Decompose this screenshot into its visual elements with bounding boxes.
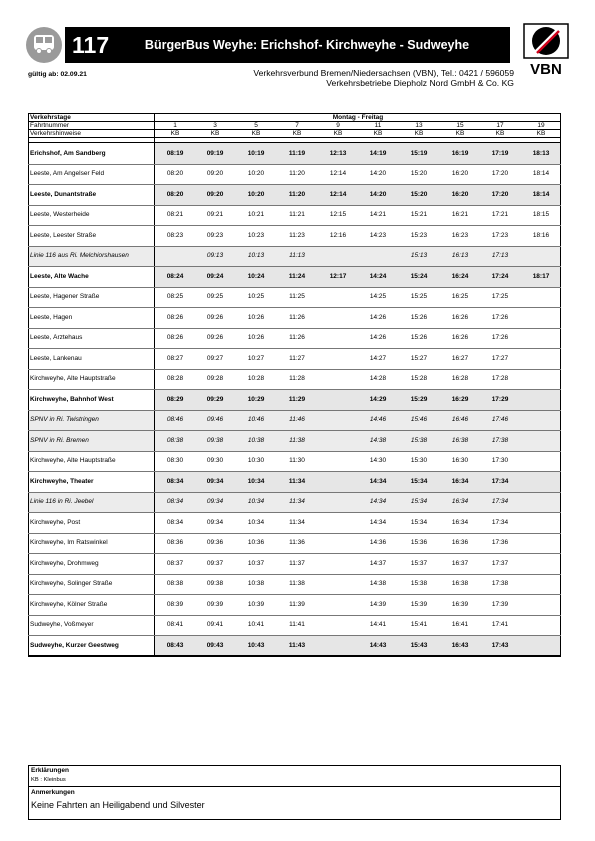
departure-time: 15:20 <box>410 190 428 198</box>
remarks-title: Anmerkungen <box>31 789 75 796</box>
row-divider <box>28 164 561 165</box>
departure-time: 14:30 <box>369 457 387 464</box>
departure-time: 09:36 <box>206 539 224 546</box>
departure-time: 15:36 <box>410 539 428 546</box>
departure-time: 08:30 <box>166 457 184 464</box>
departure-time: 11:38 <box>289 436 305 444</box>
vbn-logo <box>522 22 570 78</box>
departure-time: 10:29 <box>247 395 265 403</box>
departure-time: 18:13 <box>532 149 550 157</box>
departure-time: 16:41 <box>451 621 469 628</box>
departure-time: 09:21 <box>206 211 224 218</box>
departure-time: 16:28 <box>451 375 469 382</box>
departure-time: 15:28 <box>410 375 428 382</box>
label-verkehrstage: Verkehrstage <box>30 114 71 121</box>
departure-time: 16:43 <box>451 641 469 649</box>
departure-time: 12:17 <box>329 272 347 280</box>
stop-name: Kirchweyhe, Post <box>30 518 81 526</box>
line-title: BürgerBus Weyhe: Erichshof- Kirchweyhe - Sudweyhe <box>144 38 470 52</box>
row-divider <box>28 533 561 534</box>
departure-time: 15:41 <box>410 621 428 628</box>
departure-time: 15:37 <box>410 559 428 567</box>
row-divider <box>28 615 561 616</box>
departure-time: 15:43 <box>410 641 428 649</box>
stop-name: Kirchweyhe, Alte Hauptstraße <box>30 375 116 382</box>
departure-time: 10:38 <box>247 580 265 587</box>
departure-time: 17:20 <box>491 190 509 198</box>
departure-time: 14:39 <box>369 600 387 608</box>
departure-time: 11:41 <box>289 621 305 628</box>
footer-divider <box>28 786 561 787</box>
departure-time: 11:21 <box>289 211 305 218</box>
departure-time: 15:29 <box>410 395 428 403</box>
departure-time: 16:20 <box>451 190 469 198</box>
departure-time: 17:29 <box>491 395 509 403</box>
departure-time: 10:34 <box>247 477 265 485</box>
remarks-text: Keine Fahrten an Heiligabend und Silvester <box>31 800 205 810</box>
departure-time: 11:30 <box>289 457 305 464</box>
departure-time: 11:34 <box>288 477 306 485</box>
departure-time: 16:46 <box>451 416 469 423</box>
bus-icon <box>26 27 62 63</box>
departure-time: 17:38 <box>491 436 509 444</box>
departure-time: 17:43 <box>491 641 509 649</box>
departure-time: 17:26 <box>491 313 509 321</box>
departure-time: 17:25 <box>491 293 509 300</box>
departure-time: 16:25 <box>451 293 469 300</box>
row-divider <box>28 348 561 349</box>
departure-time: 11:34 <box>289 518 305 526</box>
stop-name: Linie 116 in Ri. Jeebel <box>30 498 94 505</box>
departure-time: 09:34 <box>206 477 224 485</box>
departure-time: 08:34 <box>166 518 184 526</box>
departure-time: 11:39 <box>289 600 305 608</box>
departure-time: 08:20 <box>166 170 184 177</box>
departure-time: 08:41 <box>166 621 184 628</box>
row-divider <box>28 451 561 452</box>
departure-time: 14:23 <box>369 231 387 239</box>
svg-text:VBN: VBN <box>530 61 562 78</box>
departure-time: 18:14 <box>532 190 550 198</box>
departure-time: 14:34 <box>369 477 387 485</box>
departure-time: 09:39 <box>206 600 224 608</box>
departure-time: 16:30 <box>451 457 469 464</box>
departure-time: 08:26 <box>166 334 184 341</box>
departure-time: 15:19 <box>410 149 428 157</box>
label-fahrtnummer: Fahrtnummer <box>30 122 70 129</box>
trip-number: 17 <box>496 122 504 129</box>
departure-time: 17:26 <box>491 334 509 341</box>
departure-time: 09:38 <box>206 580 224 587</box>
departure-time: 11:26 <box>289 313 305 321</box>
departure-time: 15:38 <box>410 436 428 444</box>
departure-time: 15:24 <box>410 272 428 280</box>
trip-number: 1 <box>173 122 177 129</box>
departure-time: 10:23 <box>247 231 265 239</box>
stop-name: Kirchweyhe, Im Ratswinkel <box>30 539 108 546</box>
departure-time: 17:37 <box>491 559 509 567</box>
row-divider <box>28 553 561 554</box>
trip-note: KB <box>292 130 302 137</box>
departure-time: 16:26 <box>451 334 469 341</box>
departure-time: 14:27 <box>369 354 387 362</box>
departure-time: 17:30 <box>491 457 509 464</box>
trip-note: KB <box>373 130 383 137</box>
departure-time: 12:14 <box>329 190 347 198</box>
departure-time: 14:20 <box>369 170 387 177</box>
departure-time: 16:26 <box>451 313 469 321</box>
departure-time: 17:41 <box>491 621 509 628</box>
departure-time: 08:38 <box>166 436 184 444</box>
departure-time: 09:29 <box>206 395 224 403</box>
trip-number: 7 <box>295 122 299 129</box>
departure-time: 09:27 <box>206 354 224 362</box>
departure-time: 08:36 <box>166 539 184 546</box>
departure-time: 08:24 <box>166 272 184 280</box>
stop-name: Kirchweyhe, Bahnhof West <box>30 395 114 403</box>
stop-name: Leeste, Am Angelser Feld <box>30 170 105 177</box>
departure-time: 16:39 <box>451 600 469 608</box>
trip-number: 3 <box>213 122 217 129</box>
trip-note: KB <box>210 130 220 137</box>
departure-time: 10:13 <box>247 252 265 259</box>
departure-time: 08:34 <box>166 498 184 505</box>
departure-time: 15:13 <box>410 252 428 259</box>
departure-time: 15:25 <box>410 293 428 300</box>
departure-time: 15:26 <box>410 334 428 341</box>
organization-line-1: Verkehrsverbund Bremen/Niedersachsen (VBN), Tel.: 0421 / 596059 <box>253 68 514 78</box>
row-divider <box>28 430 561 431</box>
departure-time: 16:27 <box>451 354 469 362</box>
departure-time: 17:39 <box>491 600 509 608</box>
row-divider <box>28 512 561 513</box>
departure-time: 14:28 <box>369 375 387 382</box>
stop-name: Leeste, Alte Wache <box>30 272 89 280</box>
departure-time: 09:20 <box>206 170 224 177</box>
explanations-title: Erklärungen <box>31 767 69 774</box>
departure-time: 11:26 <box>289 334 305 341</box>
stop-name: Kirchweyhe, Drohmweg <box>30 559 99 567</box>
departure-time: 08:19 <box>166 149 184 157</box>
stop-name: Leeste, Ärztehaus <box>30 334 83 341</box>
departure-time: 09:34 <box>206 498 224 505</box>
departure-time: 09:34 <box>206 518 224 526</box>
label-verkehrshinweise: Verkehrshinweise <box>30 130 81 137</box>
stop-name: Sudweyhe, Kurzer Geestweg <box>30 641 119 649</box>
departure-time: 16:38 <box>451 436 469 444</box>
departure-time: 11:28 <box>289 375 305 382</box>
stop-name: Leeste, Lankenau <box>30 354 82 362</box>
departure-time: 10:27 <box>247 354 265 362</box>
stop-name: Sudweyhe, Voßmeyer <box>30 621 94 628</box>
departure-time: 14:34 <box>369 498 387 505</box>
departure-time: 17:13 <box>491 252 509 259</box>
departure-time: 18:17 <box>532 272 550 280</box>
stop-name: Leeste, Westerheide <box>30 211 90 218</box>
departure-time: 09:24 <box>206 272 224 280</box>
row-divider <box>28 246 561 247</box>
departure-time: 11:38 <box>289 580 305 587</box>
departure-time: 08:43 <box>166 641 184 649</box>
explanation-kb: KB : Kleinbus <box>31 777 66 783</box>
departure-time: 10:20 <box>247 190 265 198</box>
departure-time: 11:25 <box>289 293 305 300</box>
departure-time: 17:23 <box>491 231 509 239</box>
stop-name: Kirchweyhe, Alte Hauptstraße <box>30 457 116 464</box>
stop-name: Kirchweyhe, Solinger Straße <box>30 580 113 587</box>
departure-time: 16:34 <box>451 518 469 526</box>
departure-time: 09:37 <box>206 559 224 567</box>
departure-time: 14:20 <box>369 190 387 198</box>
departure-time: 08:29 <box>166 395 184 403</box>
departure-time: 16:13 <box>451 252 469 259</box>
departure-time: 12:15 <box>329 211 347 218</box>
stop-name: Leeste, Leester Straße <box>30 231 97 239</box>
departure-time: 17:36 <box>491 539 509 546</box>
departure-time: 14:37 <box>369 559 387 567</box>
departure-time: 17:20 <box>491 170 509 177</box>
departure-time: 15:34 <box>410 477 428 485</box>
departure-time: 17:27 <box>491 354 509 362</box>
departure-time: 17:24 <box>491 272 509 280</box>
departure-time: 12:13 <box>329 149 347 157</box>
departure-time: 16:24 <box>451 272 469 280</box>
departure-time: 17:34 <box>491 477 509 485</box>
departure-time: 11:13 <box>289 252 305 259</box>
departure-time: 08:28 <box>166 375 184 382</box>
departure-time: 09:30 <box>206 457 224 464</box>
departure-time: 14:29 <box>369 395 387 403</box>
departure-time: 18:15 <box>532 211 550 218</box>
departure-time: 10:37 <box>247 559 265 567</box>
departure-time: 15:34 <box>410 518 428 526</box>
departure-time: 08:39 <box>166 600 184 608</box>
departure-time: 17:34 <box>491 498 509 505</box>
departure-time: 08:25 <box>166 293 184 300</box>
departure-time: 11:23 <box>289 231 305 239</box>
row-divider <box>28 574 561 575</box>
departure-time: 14:41 <box>369 621 387 628</box>
row-divider <box>28 328 561 329</box>
departure-time: 09:20 <box>206 190 224 198</box>
trip-note: KB <box>251 130 261 137</box>
trip-note: KB <box>455 130 465 137</box>
departure-time: 08:20 <box>166 190 184 198</box>
stop-name: Erichshof, Am Sandberg <box>30 149 106 157</box>
departure-time: 08:34 <box>166 477 184 485</box>
departure-time: 17:19 <box>491 149 509 157</box>
departure-time: 14:19 <box>369 149 387 157</box>
departure-time: 11:20 <box>288 190 306 198</box>
departure-time: 16:38 <box>451 580 469 587</box>
header-bottom-divider <box>28 142 561 143</box>
row-divider <box>28 369 561 370</box>
footer-box <box>28 765 561 820</box>
departure-time: 09:41 <box>206 621 224 628</box>
departure-time: 10:34 <box>247 498 265 505</box>
departure-time: 15:34 <box>410 498 428 505</box>
departure-time: 08:21 <box>166 211 184 218</box>
trip-number: 15 <box>456 122 464 129</box>
stop-name: Leeste, Hagen <box>30 313 73 321</box>
departure-time: 11:43 <box>288 641 306 649</box>
departure-time: 09:38 <box>206 436 224 444</box>
valid-from: gültig ab: 02.09.21 <box>28 71 87 78</box>
departure-time: 17:46 <box>491 416 509 423</box>
departure-time: 08:23 <box>166 231 184 239</box>
departure-time: 09:46 <box>206 416 224 423</box>
departure-time: 08:46 <box>166 416 184 423</box>
departure-time: 10:38 <box>247 436 265 444</box>
departure-time: 10:25 <box>247 293 265 300</box>
stop-name: SPNV in Ri. Bremen <box>30 436 89 444</box>
departure-time: 10:46 <box>247 416 265 423</box>
departure-time: 11:24 <box>288 272 306 280</box>
departure-time: 10:24 <box>247 272 265 280</box>
departure-time: 11:19 <box>288 149 306 157</box>
departure-time: 08:26 <box>166 313 184 321</box>
table-bottom-divider <box>28 656 561 657</box>
departure-time: 11:34 <box>289 498 305 505</box>
row-divider <box>28 471 561 472</box>
departure-time: 10:21 <box>247 211 265 218</box>
departure-time: 10:19 <box>247 149 265 157</box>
departure-time: 15:39 <box>410 600 428 608</box>
departure-time: 10:26 <box>247 313 265 321</box>
stop-name: Leeste, Hagener Straße <box>30 293 100 300</box>
departure-time: 11:46 <box>289 416 305 423</box>
organization-line-2: Verkehrsbetriebe Diepholz Nord GmbH & Co. KG <box>326 78 514 88</box>
departure-time: 12:14 <box>329 170 347 177</box>
departure-time: 17:21 <box>491 211 509 218</box>
departure-time: 14:25 <box>369 293 387 300</box>
trip-number: 11 <box>374 122 382 129</box>
departure-time: 14:34 <box>369 518 387 526</box>
departure-time: 15:20 <box>410 170 428 177</box>
departure-time: 18:16 <box>532 231 550 239</box>
trip-number: 13 <box>415 122 423 129</box>
departure-time: 15:27 <box>410 354 428 362</box>
trip-note: KB <box>495 130 505 137</box>
departure-time: 16:21 <box>451 211 469 218</box>
departure-time: 11:20 <box>289 170 305 177</box>
day-type: Montag - Freitag <box>332 114 384 121</box>
row-divider <box>28 184 561 185</box>
departure-time: 12:16 <box>329 231 347 239</box>
stop-name: Kirchweyhe, Kölner Straße <box>30 600 108 608</box>
departure-time: 10:28 <box>247 375 265 382</box>
departure-time: 14:43 <box>369 641 387 649</box>
stop-name: Leeste, Dunantstraße <box>30 190 97 198</box>
departure-time: 09:26 <box>206 334 224 341</box>
departure-time: 14:38 <box>369 580 387 587</box>
departure-time: 14:21 <box>369 211 387 218</box>
departure-time: 11:27 <box>289 354 305 362</box>
departure-time: 16:29 <box>451 395 469 403</box>
row-divider <box>28 389 561 390</box>
departure-time: 08:27 <box>166 354 184 362</box>
row-divider <box>28 266 561 267</box>
departure-time: 09:28 <box>206 375 224 382</box>
departure-time: 15:38 <box>410 580 428 587</box>
departure-time: 10:43 <box>247 641 265 649</box>
departure-time: 16:34 <box>451 498 469 505</box>
row-divider <box>28 307 561 308</box>
trip-note: KB <box>536 130 546 137</box>
departure-time: 17:38 <box>491 580 509 587</box>
departure-time: 16:36 <box>451 539 469 546</box>
trip-note: KB <box>170 130 180 137</box>
departure-time: 10:26 <box>247 334 265 341</box>
trip-number: 19 <box>537 122 545 129</box>
departure-time: 14:24 <box>369 272 387 280</box>
departure-time: 15:23 <box>410 231 428 239</box>
trip-number: 5 <box>254 122 258 129</box>
departure-time: 14:26 <box>369 334 387 341</box>
departure-time: 10:36 <box>247 539 265 546</box>
row-divider <box>28 225 561 226</box>
departure-time: 16:23 <box>451 231 469 239</box>
row-divider <box>28 287 561 288</box>
departure-time: 09:23 <box>206 231 224 239</box>
row-divider <box>28 635 561 636</box>
line-number: 117 <box>72 32 110 58</box>
stop-name: SPNV in Ri. Twistringen <box>30 416 99 423</box>
departure-time: 16:19 <box>451 149 469 157</box>
row-divider <box>28 205 561 206</box>
departure-time: 15:30 <box>410 457 428 464</box>
departure-time: 16:34 <box>451 477 469 485</box>
trip-note: KB <box>414 130 424 137</box>
departure-time: 14:38 <box>369 436 387 444</box>
departure-time: 17:28 <box>491 375 509 382</box>
departure-time: 09:25 <box>206 293 224 300</box>
departure-time: 11:36 <box>289 539 305 546</box>
departure-time: 09:13 <box>206 252 224 259</box>
departure-time: 10:30 <box>247 457 265 464</box>
row-divider <box>28 410 561 411</box>
departure-time: 14:46 <box>369 416 387 423</box>
departure-time: 17:34 <box>491 518 509 526</box>
departure-time: 10:39 <box>247 600 265 608</box>
departure-time: 10:41 <box>247 621 265 628</box>
trip-note: KB <box>333 130 343 137</box>
row-divider <box>28 492 561 493</box>
departure-time: 10:34 <box>247 518 265 526</box>
departure-time: 15:46 <box>410 416 428 423</box>
departure-time: 11:37 <box>289 559 305 567</box>
departure-time: 10:20 <box>247 170 265 177</box>
departure-time: 16:20 <box>451 170 469 177</box>
row-divider <box>28 594 561 595</box>
stop-name: Linie 116 aus Ri. Melchiorshausen <box>30 252 129 259</box>
departure-time: 09:19 <box>206 149 224 157</box>
stop-name: Kirchweyhe, Theater <box>30 477 94 485</box>
departure-time: 09:43 <box>206 641 224 649</box>
departure-time: 15:26 <box>410 313 428 321</box>
departure-time: 18:14 <box>532 170 550 177</box>
departure-time: 08:37 <box>166 559 184 567</box>
departure-time: 14:36 <box>369 539 387 546</box>
departure-time: 16:37 <box>451 559 469 567</box>
departure-time: 08:38 <box>166 580 184 587</box>
departure-time: 14:26 <box>369 313 387 321</box>
departure-time: 15:21 <box>410 211 428 218</box>
departure-time: 09:26 <box>206 313 224 321</box>
departure-time: 11:29 <box>288 395 306 403</box>
trip-number: 9 <box>336 122 340 129</box>
